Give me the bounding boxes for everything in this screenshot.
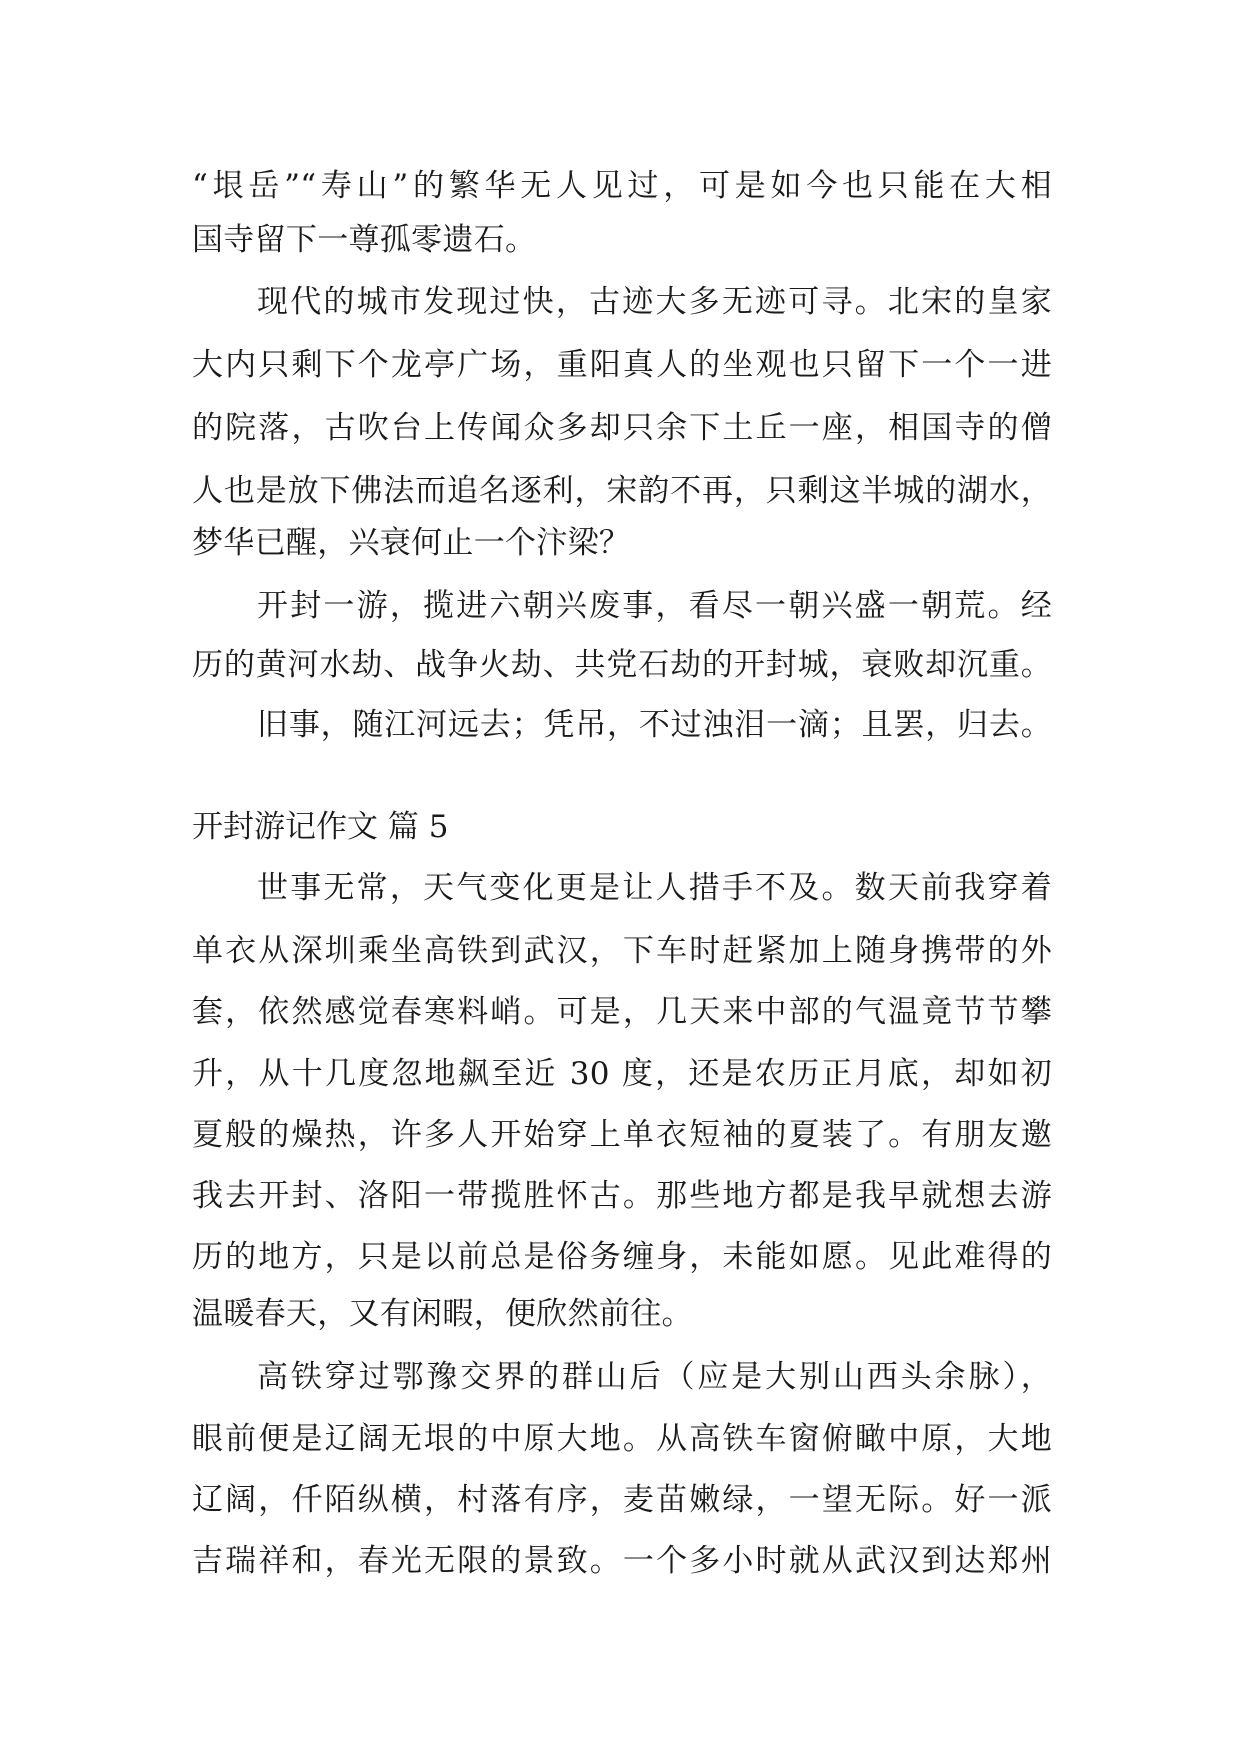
- text-line: 吉瑞祥和，春光无限的景致。一个多小时就从武汉到达郑州: [192, 1543, 1052, 1579]
- text-line: 历的黄河水劫、战争火劫、共党石劫的开封城，衰败却沉重。: [192, 647, 1052, 683]
- text-line: 大内只剩下个龙亭广场，重阳真人的坐观也只留下一个一进: [192, 347, 1052, 383]
- text-line: 国寺留下一尊孤零遗石。: [192, 222, 537, 258]
- text-line: 历的地方，只是以前总是俗务缠身，未能如愿。见此难得的: [192, 1239, 1052, 1275]
- text-line: 单衣从深圳乘坐高铁到武汉，下车时赶紧加上随身携带的外: [192, 933, 1052, 969]
- section-heading: 开封游记作文 篇 5: [192, 809, 449, 845]
- text-line: 我去开封、洛阳一带揽胜怀古。那些地方都是我早就想去游: [192, 1178, 1052, 1214]
- text-line: 夏般的燥热，许多人开始穿上单衣短袖的夏装了。有朋友邀: [192, 1117, 1052, 1153]
- text-line: 人也是放下佛法而追名逐利，宋韵不再，只剩这半城的湖水，: [192, 473, 1052, 509]
- text-line: 温暖春天，又有闲暇，便欣然前往。: [192, 1296, 693, 1332]
- paragraph-first-line: 高铁穿过鄂豫交界的群山后（应是大别山西头余脉），: [257, 1359, 1052, 1395]
- text-line: 升，从十几度忽地飙至近 30 度，还是农历正月底，却如初: [192, 1056, 1052, 1092]
- text-line: 的院落，古吹台上传闻众多却只余下土丘一座，相国寺的僧: [192, 410, 1052, 446]
- text-line: 梦华已醒，兴衰何止一个汴梁？: [192, 525, 631, 561]
- text-line: 辽阔，仟陌纵横，村落有序，麦苗嫩绿，一望无际。好一派: [192, 1482, 1052, 1518]
- text-line: 眼前便是辽阔无垠的中原大地。从高铁车窗俯瞰中原，大地: [192, 1421, 1052, 1457]
- text-line: “垠岳”“寿山”的繁华无人见过，可是如今也只能在大相: [192, 168, 1052, 204]
- paragraph-first-line: 现代的城市发现过快，古迹大多无迹可寻。北宋的皇家: [257, 284, 1052, 320]
- text-line: 套，依然感觉春寒料峭。可是，几天来中部的气温竟节节攀: [192, 994, 1052, 1030]
- paragraph-first-line: 世事无常，天气变化更是让人措手不及。数天前我穿着: [257, 870, 1052, 906]
- paragraph-first-line: 开封一游，揽进六朝兴废事，看尽一朝兴盛一朝荒。经: [257, 588, 1052, 624]
- paragraph-first-line: 旧事，随江河远去；凭吊，不过浊泪一滴；且罢，归去。: [257, 707, 1052, 743]
